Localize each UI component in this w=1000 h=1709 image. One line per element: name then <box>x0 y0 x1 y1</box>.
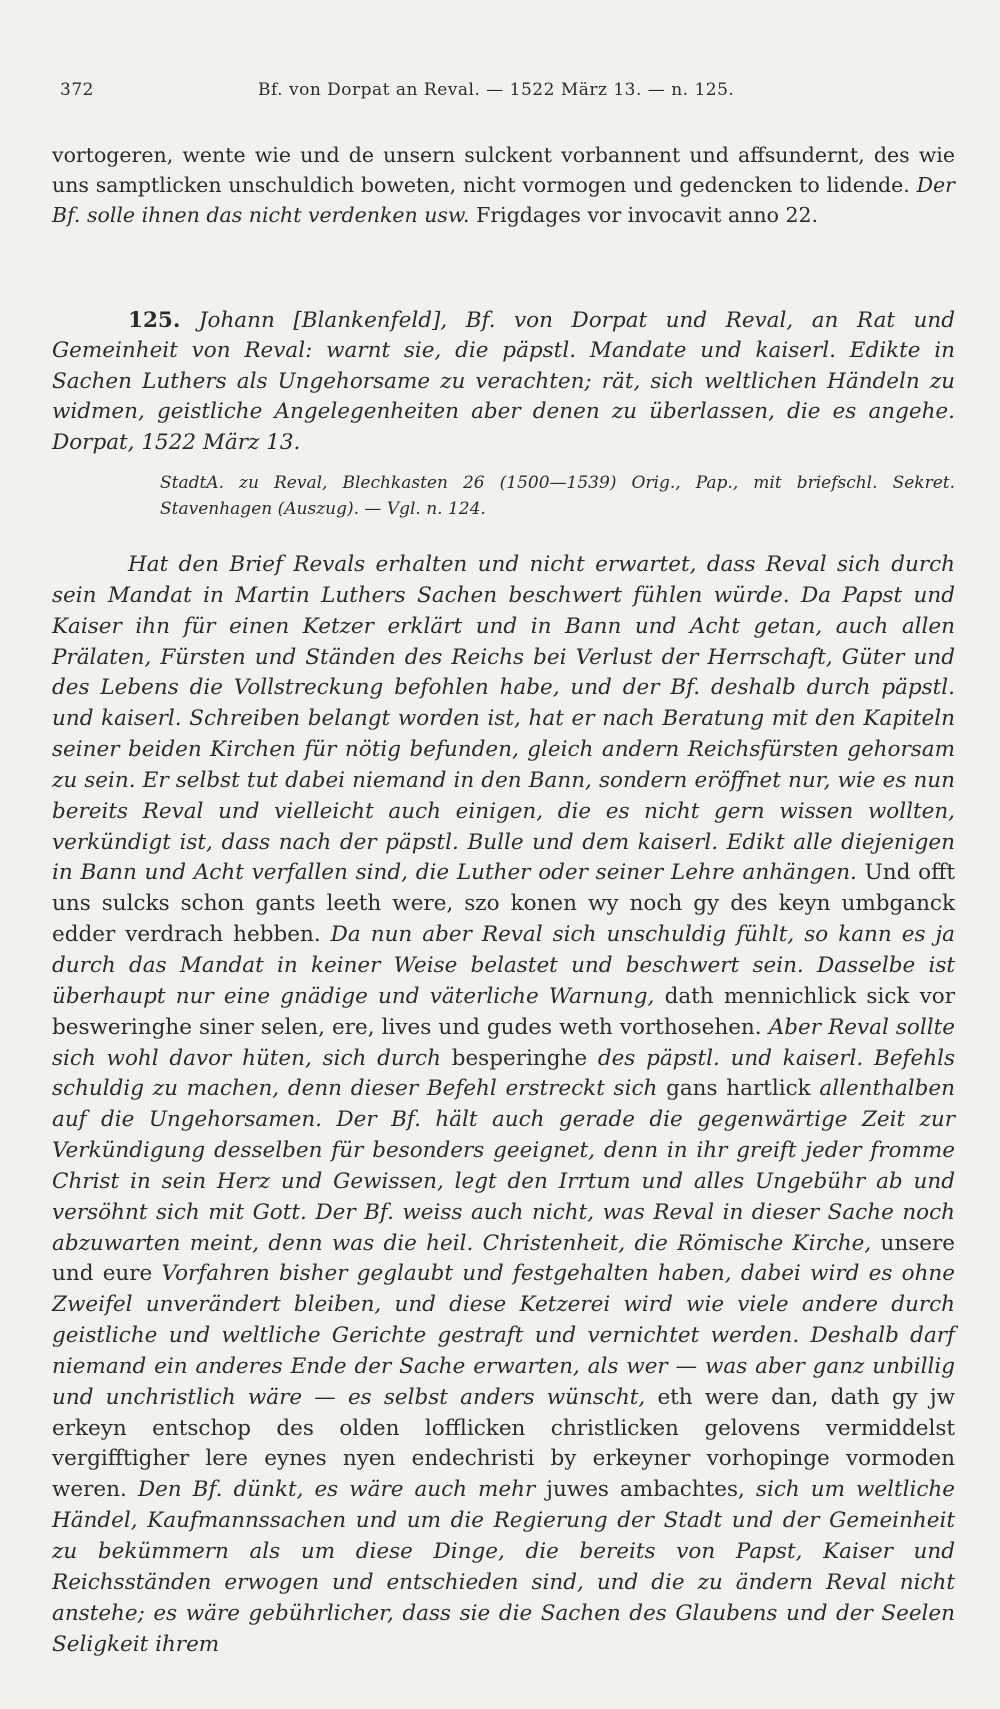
body-quote-segment: dath mennichlick sick vor besweringhe siner selen, ere, lives und gudes weth vorthosehen. <box>52 983 955 1040</box>
body-summary-segment: Vorfahren bisher geglaubt und festgehalten haben, dabei wird es ohne Zweifel unverändert bleiben, und diese Ketzerei wird wie viele andere durch geistliche und weltliche Gerichte gestraft und vernichtet werden. Deshalb darf niemand ein anderes Ende der Sache erwarten, als wer — was aber ganz unbillig und unchristlich wäre — es selbst anders wünscht, <box>52 1261 955 1410</box>
document-regest: Johann [Blankenfeld], Bf. von Dorpat und Reval, an Rat und Gemeinheit von Reval: warnt sie, die päpstl. Mandate und kaiserl. Edikte in Sachen Luthers als Ungehorsame zu verachten; rät, sich weltlichen Händeln zu widmen, geistliche Angelegenheiten aber denen zu überlassen, die es angehe. Dorpat, 1522 März 13. <box>52 308 955 455</box>
prev-tail-text: vortogeren, wente wie und de unsern sulckent vorbannent und affsundernt, des wie uns samptlicken unschuldich boweten, nicht vormogen und gedencken to lidende. <box>52 143 955 197</box>
body-paragraph <box>52 550 955 1660</box>
source-note: StadtA. zu Reval, Blechkasten 26 (1500—1539) Orig., Pap., mit briefschl. Sekret. Stavenhagen (Auszug). — Vgl. n. 124. <box>160 473 955 519</box>
body-quote-segment: eth were dan, dath gy jw erkeyn entschop des olden lofflicken christlicken gelovens vermiddelst vergifftigher lere eynes nyen endechristi by erkeyner vorhopinge vormoden weren. <box>52 1384 955 1503</box>
body-summary-segment: Aber Reval sollte sich wohl davor hüten, sich durch <box>52 1014 955 1071</box>
body-quote-segment: Und offt uns sulcks schon gants leeth were, szo konen wy noch gy des keyn umbganck edder verdrach hebben. <box>52 860 955 948</box>
body-summary-segment: Den Bf. dünkt, es wäre auch mehr <box>137 1477 536 1503</box>
body-quote-segment: gans hartlick <box>657 1076 820 1102</box>
body-summary-segment: Hat den Brief Revals erhalten und nicht erwartet, dass Reval sich durch sein Mandat in Martin Luthers Sachen beschwert fühlen würde. Da Papst und Kaiser ihn für einen Ketzer erklärt und in Bann und Acht getan, auch allen Prälaten, Fürsten und Ständen des Reichs bei Verlust der Herrschaft, Güter und des Lebens die Vollstreckung befohlen habe, und der Bf. deshalb durch päpstl. und kaiserl. Schreiben belangt worden ist, hat er nach Beratung mit den Kapiteln seiner beiden Kirchen für nötig befunden, gleich andern Reichsfürsten gehorsam zu sein. Er selbst tut dabei niemand in den Bann, sondern eröffnet nur, wie es nun bereits Reval und vielleicht auch einigen, die es nicht gern wissen wollten, verkündigt ist, dass nach der päpstl. Bulle und dem kaiserl. Edikt alle diejenigen in Bann und Acht verfallen sind, die Luther oder seiner Lehre anhängen. <box>52 552 955 886</box>
prev-tail-italic: Der Bf. solle ihnen das nicht verdenken usw. <box>52 173 955 227</box>
body-quote-segment: besperinghe <box>440 1045 598 1071</box>
body-summary-segment: sich um weltliche Händel, Kaufmannssachen und um die Regierung der Stadt und der Gemeinheit zu bekümmern als um diese Dinge, die bereits von Papst, Kaiser und Reichsständen erwogen und entschieden sind, und die zu ändern Reval nicht anstehe; es wäre gebührlicher, dass sie die Sachen des Glaubens und der Seelen Seligkeit ihrem <box>52 1477 955 1657</box>
prev-tail-closing: Frigdages vor invocavit anno 22. <box>476 203 819 227</box>
body-summary-segment: des päpstl. und kaiserl. Befehls schuldig zu machen, denn dieser Befehl erstreckt sich <box>52 1045 955 1102</box>
previous-document-tail <box>52 140 955 230</box>
document-heading <box>52 306 955 458</box>
running-header <box>60 80 940 108</box>
page-number: 372 <box>60 80 94 100</box>
document-body <box>52 550 955 1660</box>
document-number: 125. <box>128 308 181 333</box>
running-title: Bf. von Dorpat an Reval. — 1522 März 13. — n. 125. <box>258 80 735 100</box>
body-quote-segment: juwes ambachtes, <box>535 1477 756 1503</box>
body-summary-segment: allenthalben auf die Ungehorsamen. Der Bf. hält auch gerade die gegenwärtige Zeit zur Verkündigung desselben für besonders geeignet, denn in ihr greift jeder fromme Christ in sein Herz und Gewissen, legt den Irrtum und alles Ungebühr ab und versöhnt sich mit Gott. Der Bf. weiss auch nicht, was Reval in dieser Sache noch abzuwarten meint, denn was die heil. Christenheit, die Römische Kirche, <box>52 1076 955 1256</box>
body-quote-segment: unsere und eure <box>52 1230 955 1287</box>
body-summary-segment: Da nun aber Reval sich unschuldig fühlt, so kann es ja durch das Mandat in keiner Weise belastet und beschwert sein. Dasselbe ist überhaupt nur eine gnädige und väterliche Warnung, <box>52 922 955 1009</box>
